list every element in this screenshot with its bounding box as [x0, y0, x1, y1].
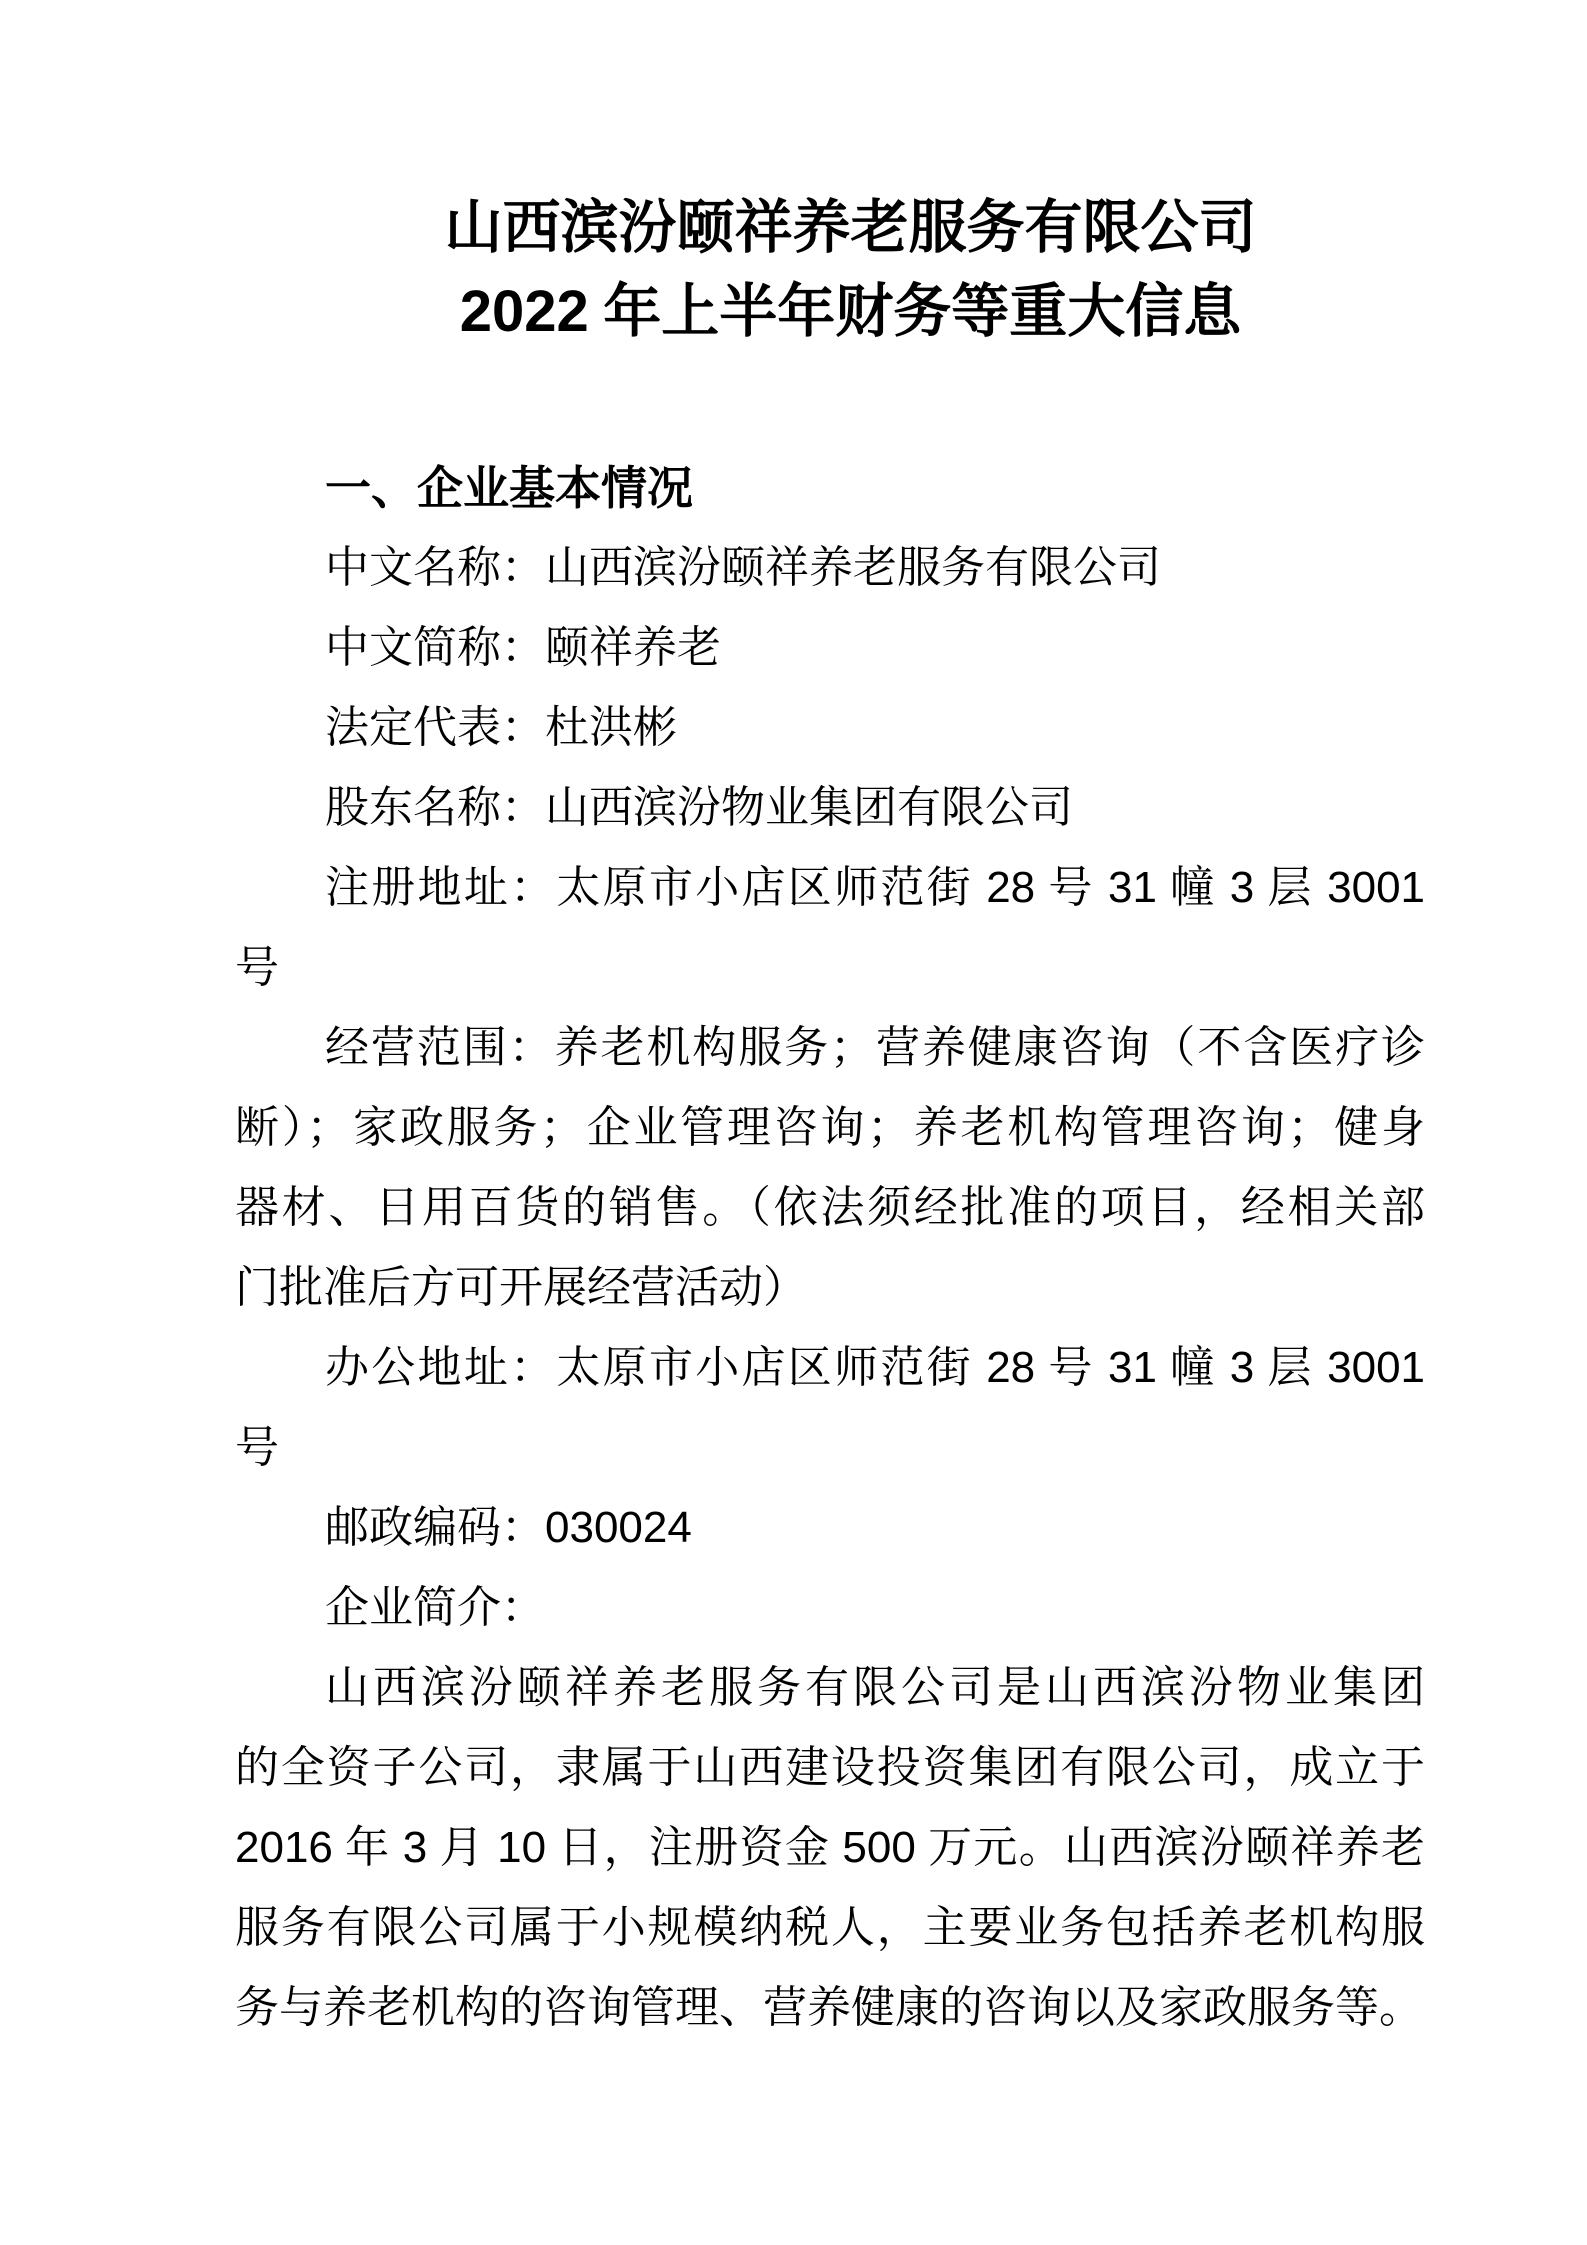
document-title — [235, 0, 1420, 354]
body-line: 的全资子公司，隶属于山西建设投资集团有限公司，成立于 — [235, 1743, 1425, 1792]
latin-text: 31 — [1108, 863, 1157, 912]
body-text — [235, 528, 1425, 2048]
latin-text: 28 — [986, 863, 1036, 912]
document-title-line-2: 2022 年上半年财务等重大信息 — [459, 279, 1242, 344]
latin-text: 3001 — [1327, 1343, 1426, 1392]
body-line: 山西滨汾颐祥养老服务有限公司是山西滨汾物业集团 — [325, 1663, 1425, 1712]
body-line: 服务有限公司属于小规模纳税人，主要业务包括养老机构服 — [235, 1903, 1425, 1952]
latin-text: 3 — [402, 1823, 428, 1872]
body-line: 中文简称：颐祥养老 — [325, 623, 721, 672]
latin-text: 28 — [986, 1343, 1036, 1392]
latin-text: 31 — [1108, 1343, 1157, 1392]
section-heading: 一、企业基本情况 — [325, 462, 693, 514]
latin-text: 3001 — [1327, 863, 1426, 912]
body-line: 办公地址：太原市小店区师范街 28 号 31 幢 3 层 3001 — [325, 1343, 1426, 1392]
body-line: 号 — [235, 943, 279, 992]
body-line: 法定代表：杜洪彬 — [325, 703, 677, 752]
latin-text: 3 — [1229, 863, 1255, 912]
body-line: 邮政编码：030024 — [325, 1503, 692, 1552]
latin-text: 10 — [497, 1823, 547, 1872]
body-line: 门批准后方可开展经营活动） — [235, 1263, 807, 1312]
latin-text: 030024 — [545, 1503, 692, 1552]
body-line: 经营范围：养老机构服务；营养健康咨询（不含医疗诊 — [325, 1023, 1425, 1072]
latin-text: 2022 — [459, 279, 589, 344]
latin-text: 2016 — [235, 1823, 333, 1872]
body-line: 务与养老机构的咨询管理、营养健康的咨询以及家政服务等。 — [235, 1983, 1423, 2032]
body-line: 企业简介： — [325, 1583, 545, 1632]
body-line: 断）；家政服务；企业管理咨询；养老机构管理咨询；健身 — [235, 1103, 1425, 1152]
body-line: 注册地址：太原市小店区师范街 28 号 31 幢 3 层 3001 — [325, 863, 1426, 912]
body-line: 中文名称：山西滨汾颐祥养老服务有限公司 — [325, 543, 1161, 592]
document-title-line-1: 山西滨汾颐祥养老服务有限公司 — [444, 195, 1257, 260]
latin-text: 500 — [842, 1823, 916, 1872]
body-line: 股东名称：山西滨汾物业集团有限公司 — [325, 783, 1073, 832]
body-line: 器材、日用百货的销售。（依法须经批准的项目，经相关部 — [235, 1183, 1425, 1232]
latin-text: 3 — [1229, 1343, 1255, 1392]
body-line: 2016 年 3 月 10 日，注册资金 500 万元。山西滨汾颐祥养老 — [235, 1823, 1426, 1872]
body-line: 号 — [235, 1423, 279, 1472]
